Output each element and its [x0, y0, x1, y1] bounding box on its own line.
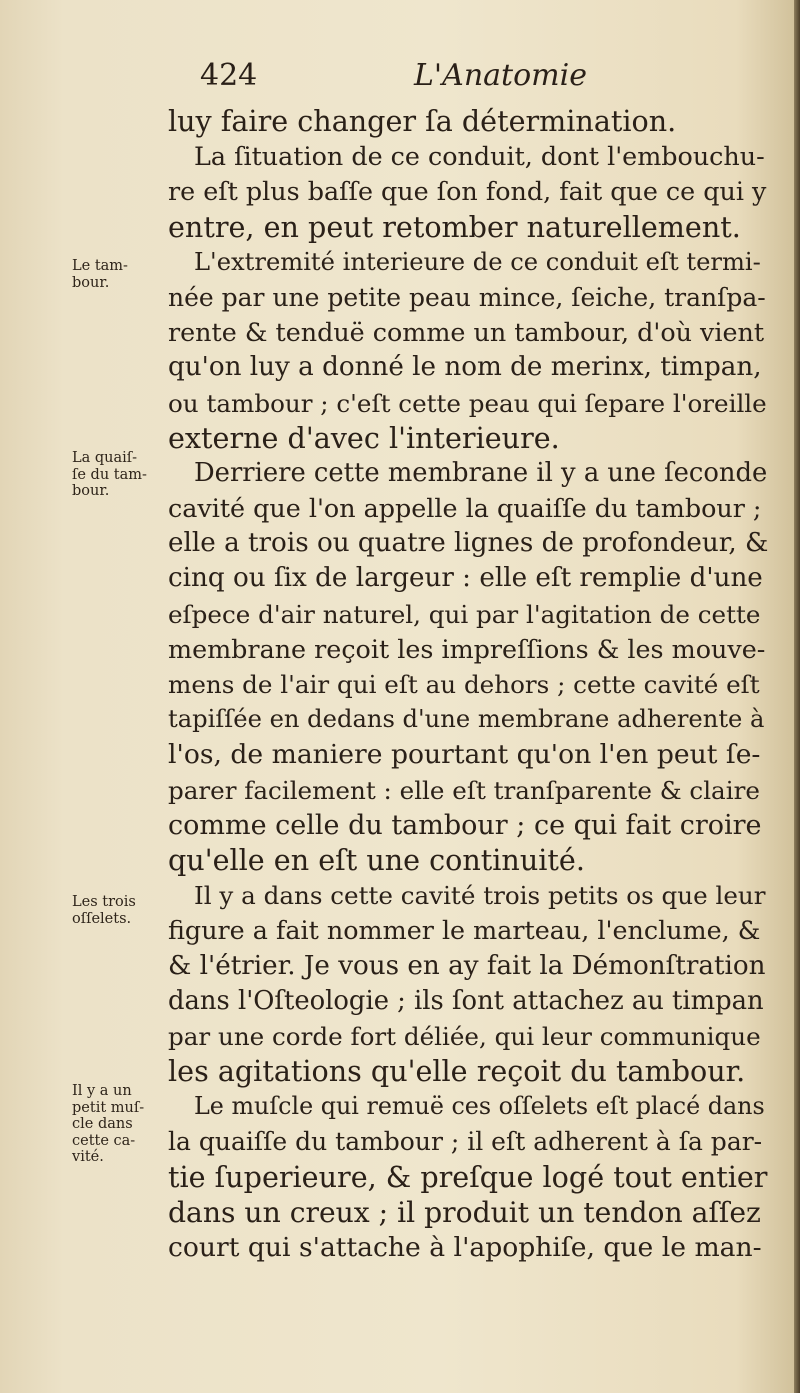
margin-note-line: Il y a un — [72, 1083, 132, 1099]
text-line: externe d'avec l'interieure. — [168, 420, 560, 455]
margin-note-tambour — [72, 258, 164, 291]
margin-note-line: cette ca- — [72, 1132, 136, 1149]
text-line: eſpece d'air naturel, qui par l'agitation de cette — [168, 599, 761, 629]
page-edge — [794, 0, 800, 1393]
body-text — [168, 104, 768, 1265]
margin-note-line: petit muſ- — [72, 1099, 145, 1116]
margin-note-line: bour. — [72, 274, 110, 291]
margin-note-osselets — [72, 894, 164, 927]
text-line: mens de l'air qui eſt au dehors ; cette cavité eſt — [168, 670, 760, 699]
text-line: parer facilement : elle eſt tranſparente & claire — [168, 775, 760, 805]
text-line: court qui s'attache à l'apophiſe, que le man- — [168, 1232, 762, 1263]
text-line: luy faire changer ſa détermination. — [168, 104, 677, 138]
text-line: qu'elle en eſt une continuité. — [168, 842, 585, 877]
text-line: née par une petite peau mince, ſeiche, tranſpa- — [168, 282, 766, 312]
text-line: L'extremité interieure de ce conduit eſt termi- — [194, 247, 761, 276]
text-line: rente & tenduë comme un tambour, d'où vient — [168, 317, 765, 348]
margin-note-quaisse — [72, 450, 164, 500]
margin-note-line: vité. — [72, 1149, 104, 1165]
text-line: cinq ou ſix de largeur : elle eſt remplie d'une — [168, 563, 763, 594]
margin-note-line: La quaiſ- — [72, 450, 138, 466]
margin-note-line: Le tam- — [72, 258, 128, 274]
text-line: figure a fait nommer le marteau, l'enclume, & — [168, 915, 761, 946]
text-line: dans un creux ; il produit un tendon aſſez — [168, 1195, 761, 1229]
text-line: l'os, de maniere pourtant qu'on l'en peut ſe- — [168, 739, 761, 771]
text-line: ou tambour ; c'eſt cette peau qui ſepare l'oreille — [168, 388, 767, 418]
margin-note-line: Les trois — [72, 894, 136, 910]
text-line: tie ſuperieure, & preſque logé tout entier — [168, 1159, 768, 1194]
text-line: elle a trois ou quatre lignes de profondeur, & — [168, 528, 769, 559]
margin-note-line: bour. — [72, 483, 110, 499]
text-line: les agitations qu'elle reçoit du tambour. — [168, 1054, 746, 1089]
text-line: cavité que l'on appelle la quaiſſe du tambour ; — [168, 493, 762, 524]
text-line: Le muſcle qui remuë ces oſſelets eſt placé dans — [194, 1092, 765, 1121]
text-line: La ſituation de ce conduit, dont l'embouchu- — [194, 141, 765, 172]
margin-note-line: cle dans — [72, 1116, 133, 1132]
text-line: membrane reçoit les impreſſions & les mouve- — [168, 633, 766, 664]
text-line: dans l'Oſteologie ; ils ſont attachez au timpan — [168, 985, 764, 1016]
text-line: tapiſſée en dedans d'une membrane adherente à — [168, 705, 765, 734]
margin-note-line: oſſelets. — [72, 910, 132, 927]
text-line: Il y a dans cette cavité trois petits os que leur — [194, 881, 766, 911]
text-line: qu'on luy a donné le nom de merinx, timpan, — [168, 352, 762, 383]
text-line: la quaiſſe du tambour ; il eſt adherent à ſa par- — [168, 1127, 763, 1157]
margin-note-line: ſe du tam- — [72, 466, 147, 483]
margin-note-muscle — [72, 1083, 164, 1166]
text-line: Derriere cette membrane il y a une ſeconde — [194, 457, 768, 488]
page-header — [200, 58, 620, 102]
text-line: re eſt plus baſſe que ſon fond, fait que ce qui y — [168, 176, 767, 207]
text-line: comme celle du tambour ; ce qui fait croire — [168, 809, 762, 841]
text-line: entre, en peut retomber naturellement. — [168, 209, 741, 244]
running-head: L'Anatomie — [414, 58, 587, 93]
text-line: & l'étrier. Je vous en ay fait la Démonſtration — [168, 950, 766, 981]
text-line: par une corde fort déliée, qui leur communique — [168, 1021, 761, 1051]
page-number: 424 — [200, 58, 258, 93]
